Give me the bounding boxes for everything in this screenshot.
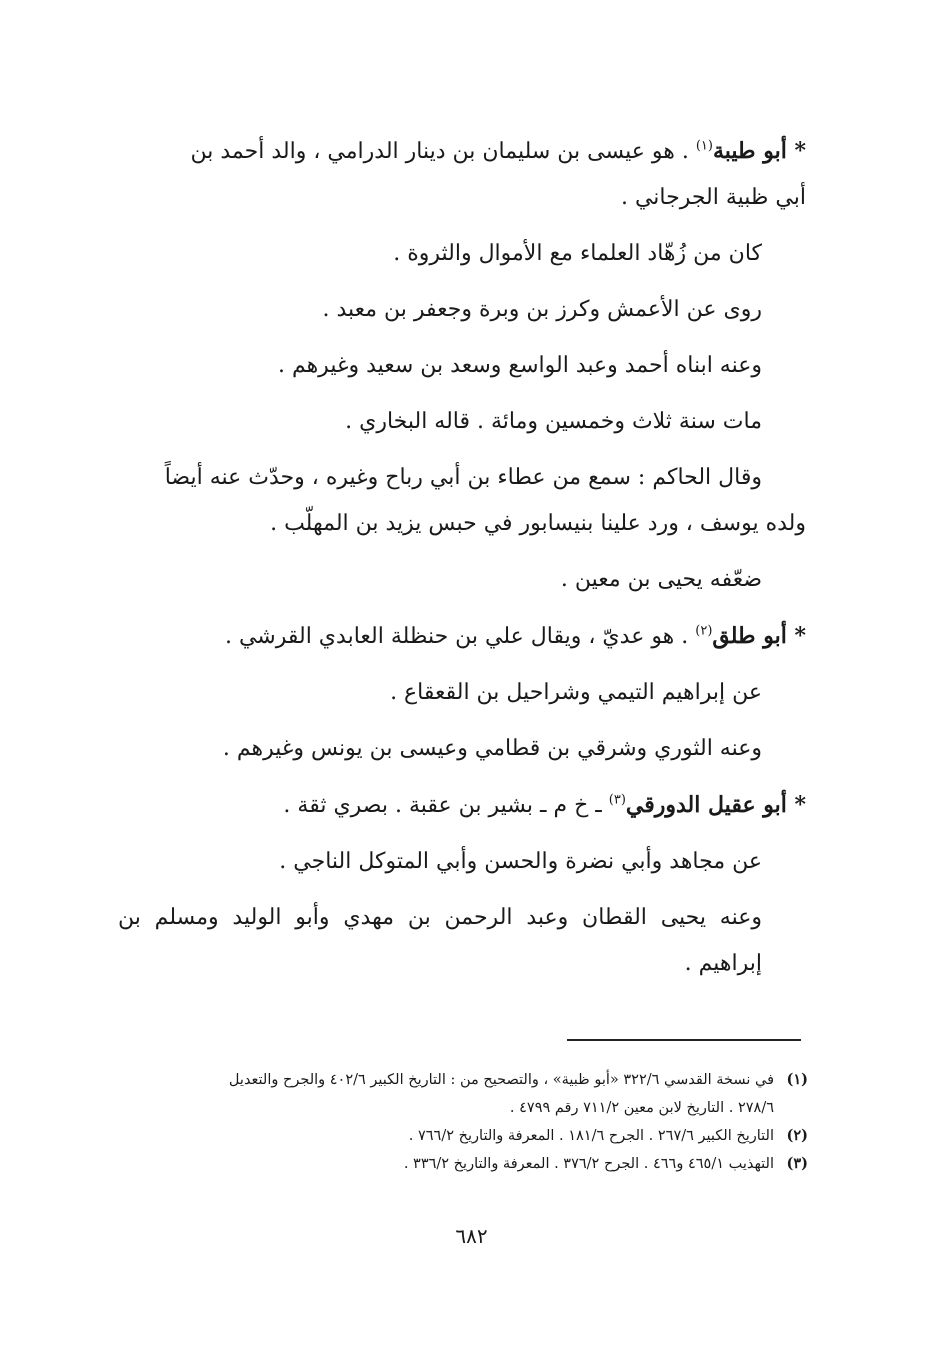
footnote-number: (١)	[786, 1071, 808, 1088]
paragraph: عن إبراهيم التيمي وشراحيل بن القعقاع .	[390, 680, 762, 705]
footnote-text: التهذيب ٤٦٥/١ و٤٦٦ . الجرح ٣٧٦/٢ . المعرفة والتاريخ ٣٣٦/٢ .	[403, 1156, 774, 1172]
entry-heading: * أبو طيبة	[712, 138, 806, 164]
footnote-ref: (٢)	[695, 623, 713, 639]
paragraph: وعنه ابناه أحمد وعبد الواسع وسعد بن سعيد وغيرهم .	[277, 353, 762, 378]
paragraph: عن مجاهد وأبي نضرة والحسن وأبي المتوكل الناجي .	[279, 849, 762, 874]
footnote-divider	[567, 1039, 801, 1041]
footnote-number: (٣)	[786, 1155, 808, 1172]
footnote-2	[130, 1122, 808, 1150]
paragraph: وعنه يحيى القطان وعبد الرحمن بن مهدي وأبو الوليد ومسلم بن إبراهيم .	[118, 905, 762, 976]
entry-abu-tayba	[118, 128, 806, 221]
paragraph-hakim	[118, 455, 806, 547]
entry-text: ـ خ م ـ بشير بن عقبة . بصري ثقة .	[283, 793, 602, 818]
page-number: ٦٨٢	[455, 1224, 488, 1248]
entry-heading: * أبو عقيل الدورقي	[625, 792, 806, 818]
entry-text-continued: أبي ظبية الجرجاني .	[620, 185, 806, 210]
paragraph-line: وقال الحاكم : سمع من عطاء بن أبي رباح وغيره ، وحدّث عنه أيضاً	[164, 465, 762, 490]
footnote-3	[130, 1150, 808, 1178]
footnotes	[130, 1066, 808, 1178]
footnote-text: في نسخة القدسي ٣٢٢/٦ «أبو ظبية» ، والتصحيح من : التاريخ الكبير ٤٠٢/٦ والجرح والتعديل	[228, 1072, 774, 1088]
entry-text: . هو عيسى بن سليمان بن دينار الدرامي ، والد أحمد بن	[190, 139, 689, 164]
footnote-text: التاريخ الكبير ٢٦٧/٦ . الجرح ١٨١/٦ . المعرفة والتاريخ ٧٦٦/٢ .	[408, 1128, 774, 1144]
main-text	[118, 128, 806, 997]
footnote-ref: (٣)	[608, 792, 626, 808]
footnote-ref: (١)	[695, 138, 713, 154]
paragraph: مات سنة ثلاث وخمسين ومائة . قاله البخاري .	[345, 409, 762, 434]
footnote-1-continued: ٢٧٨/٦ . التاريخ لابن معين ٧١١/٢ رقم ٤٧٩٩ .	[509, 1100, 774, 1116]
paragraph: وعنه الثوري وشرقي بن قطامي وعيسى بن يونس وغيرهم .	[222, 736, 762, 761]
entry-text: . هو عديّ ، ويقال علي بن حنظلة العابدي القرشي .	[224, 624, 689, 649]
footnote-number: (٢)	[786, 1127, 808, 1144]
entry-heading: * أبو طلق	[712, 623, 806, 649]
paragraph: روى عن الأعمش وكرز بن وبرة وجعفر بن معبد .	[322, 297, 762, 322]
paragraph: كان من زُهّاد العلماء مع الأموال والثروة .	[393, 241, 762, 266]
entry-abu-aqil	[118, 782, 806, 829]
footnote-1	[130, 1066, 808, 1094]
paragraph: ضعّفه يحيى بن معين .	[560, 567, 762, 592]
entry-abu-talq	[118, 613, 806, 660]
paragraph-line-continued: ولده يوسف ، ورد علينا بنيسابور في حبس يزيد بن المهلّب .	[270, 511, 806, 536]
